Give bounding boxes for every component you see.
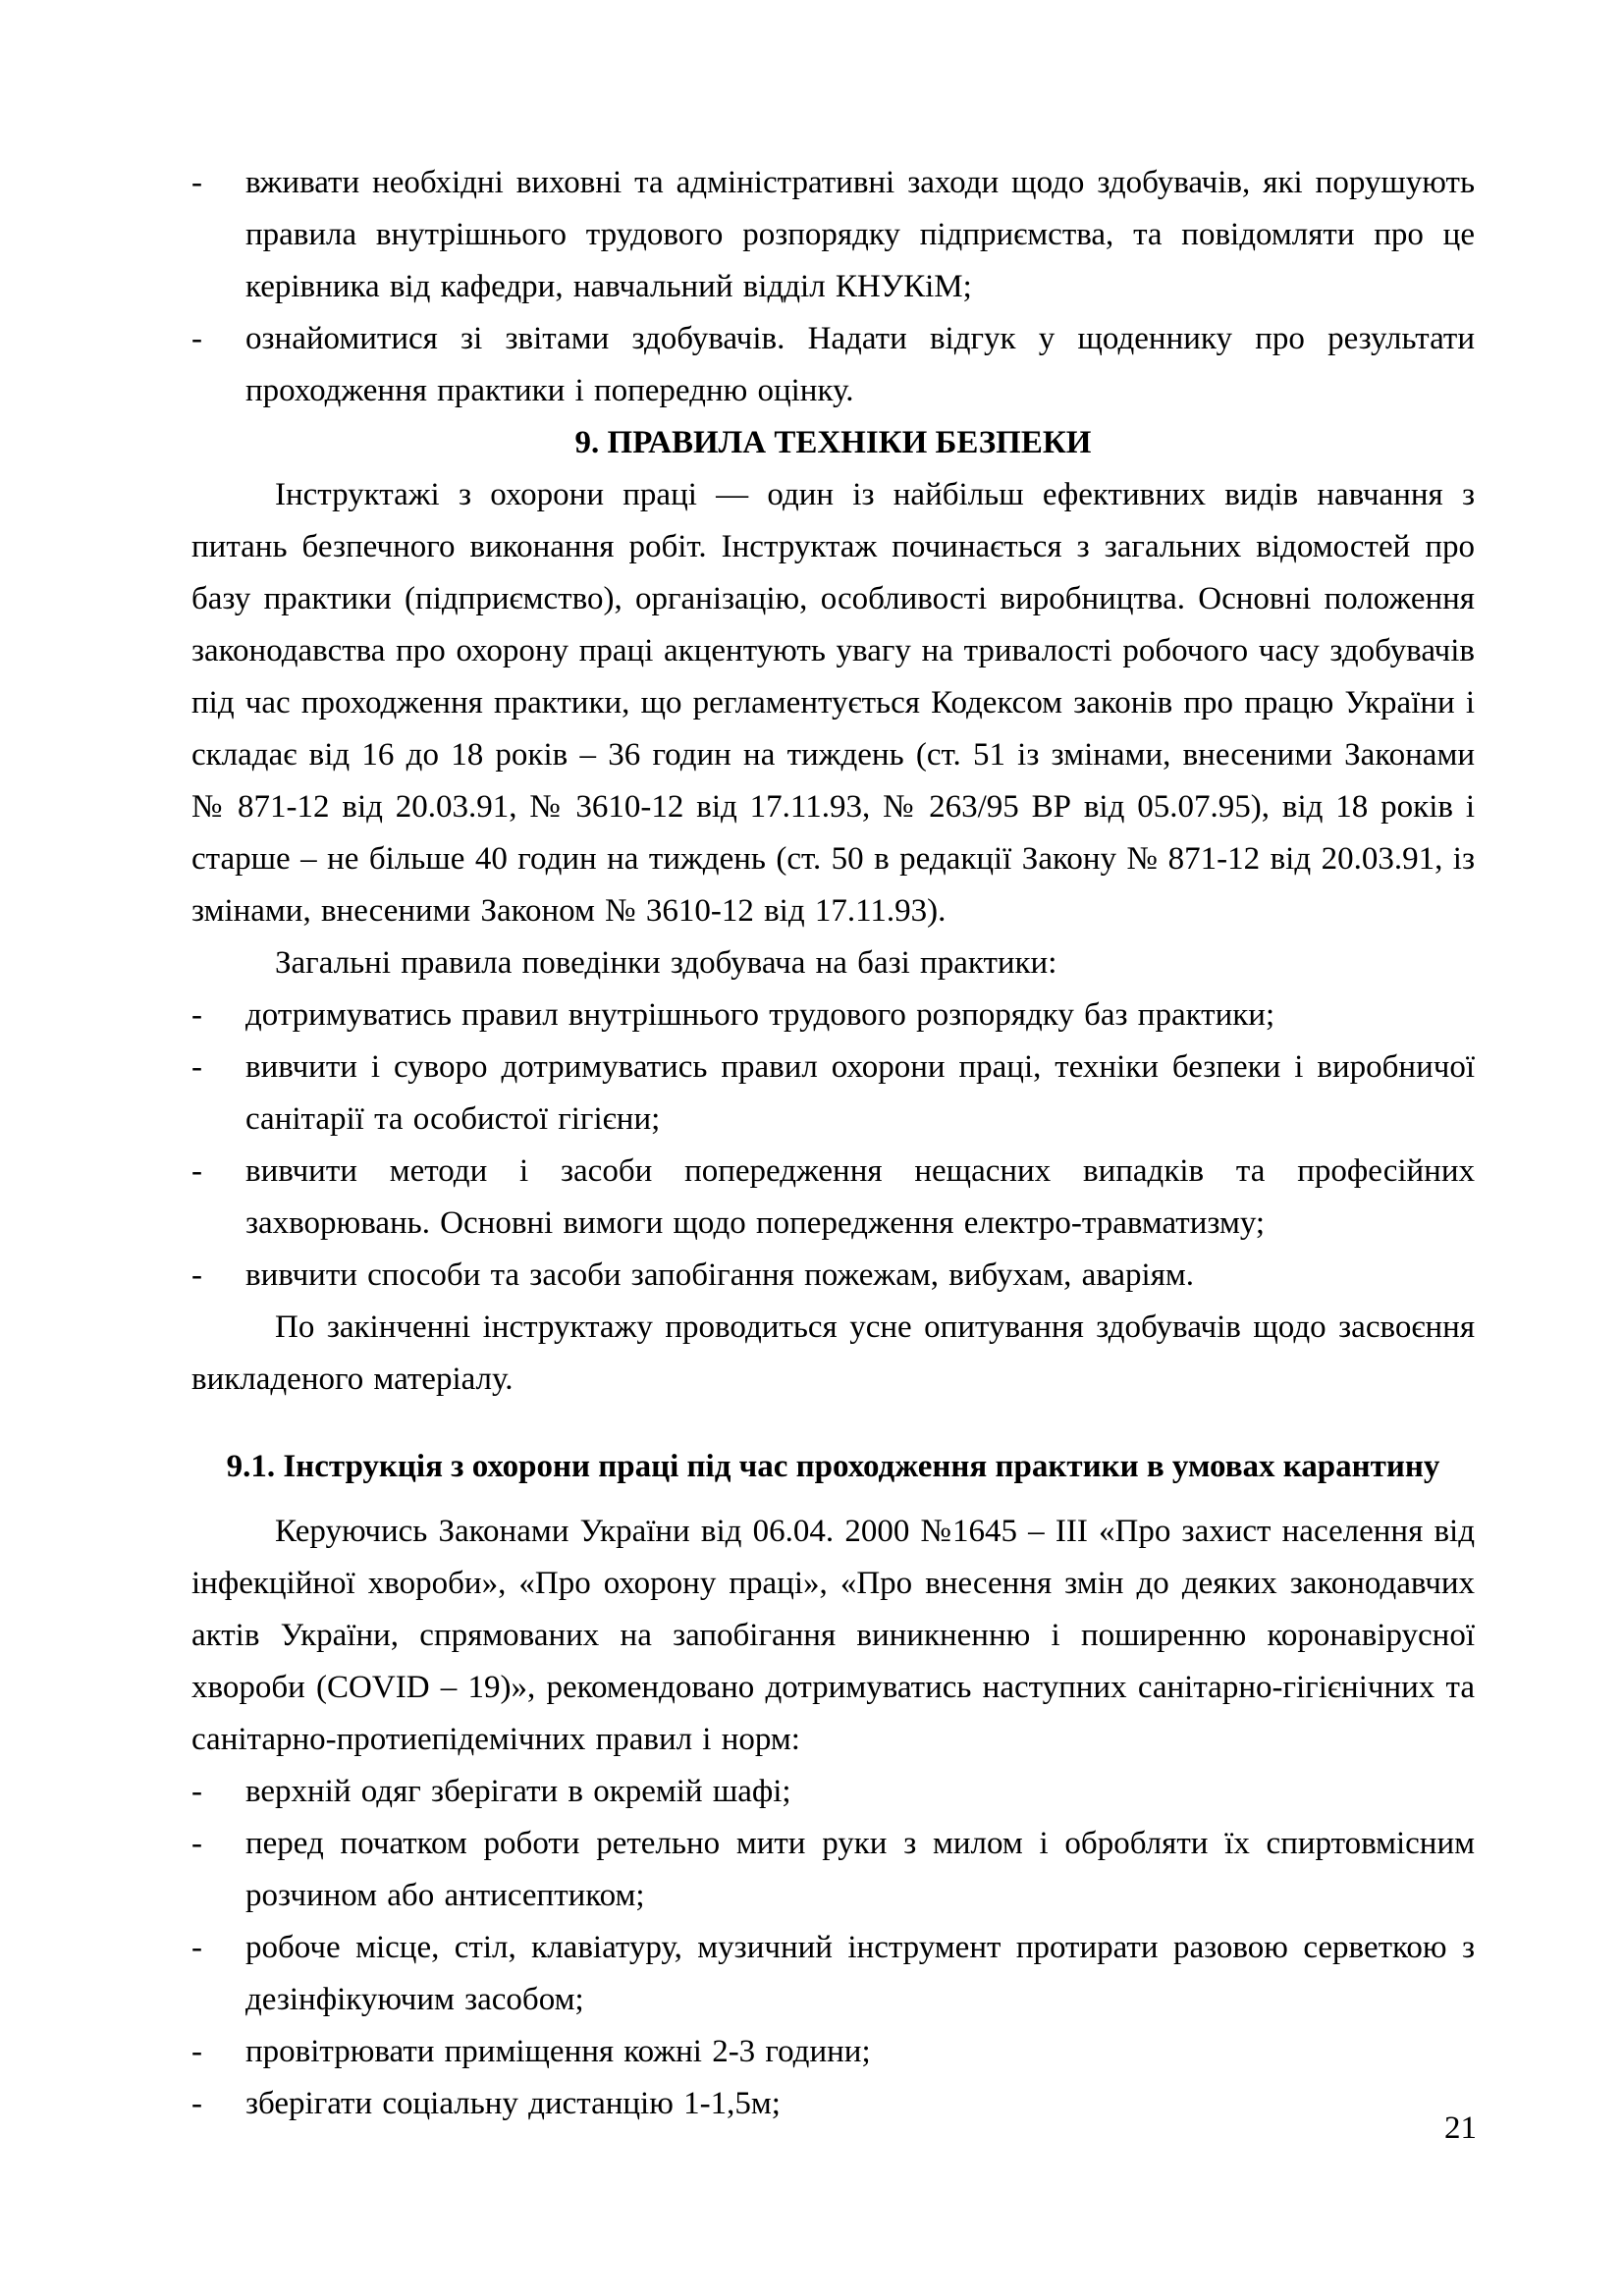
- section-9-conclusion-paragraph: По закінченні інструктажу проводиться усне опитування здобувачів щодо засвоєння викладеного матеріалу.: [191, 1309, 1475, 1397]
- section-9-rules-intro: Загальні правила поведінки здобувача на базі практики:: [275, 945, 1057, 981]
- list-bullet: -: [191, 1930, 202, 1965]
- list-item: [191, 1146, 1475, 1250]
- list-item: [191, 313, 1475, 417]
- list-bullet: -: [191, 2086, 202, 2121]
- supervisor-duties-list: [191, 157, 1475, 417]
- list-item: [191, 1922, 1475, 2026]
- list-item: [191, 157, 1475, 313]
- section-9-intro-paragraph: Інструктажі з охорони праці — один із найбільш ефективних видів навчання з питань безпечного виконання робіт. Інструктаж починається з загальних відомостей про базу практики (підприємство), організацію, особливості виробництва. Основні положення законодавства про охорону праці акцентують увагу на тривалості робочого часу здобувачів під час проходження практики, що регламентується Кодексом законів про працю України і складає від 16 до 18 років – 36 годин на тиждень (ст. 51 із змінами, внесеними Законами № 871-12 від 20.03.91, № 3610-12 від 17.11.93, № 263/95 ВР від 05.07.95), від 18 років і старше – не більше 40 годин на тиждень (ст. 50 в редакції Закону № 871-12 від 20.03.91, із змінами, внесеними Законом № 3610-12 від 17.11.93).: [191, 477, 1475, 929]
- list-bullet: -: [191, 321, 202, 356]
- list-item: [191, 2026, 1475, 2078]
- list-item-text: верхній одяг зберігати в окремій шафі;: [245, 1774, 791, 1809]
- list-item-text: дотримуватись правил внутрішнього трудового розпорядку баз практики;: [245, 997, 1275, 1033]
- page-number: 21: [1444, 2110, 1477, 2146]
- list-item: [191, 2078, 1475, 2130]
- list-item: [191, 1818, 1475, 1922]
- list-bullet: -: [191, 1826, 202, 1861]
- list-bullet: -: [191, 997, 202, 1033]
- list-item-text: вивчити способи та засоби запобігання пожежам, вибухам, аваріям.: [245, 1257, 1195, 1293]
- list-item-text: вивчити методи і засоби попередження нещасних випадків та професійних захворювань. Основні вимоги щодо попередження електро-травматизму;: [245, 1153, 1475, 1241]
- list-item: [191, 1766, 1475, 1818]
- list-item-text: робоче місце, стіл, клавіатуру, музичний інструмент протирати разовою серветкою з дезінфікуючим засобом;: [245, 1930, 1475, 2017]
- list-item-text: вживати необхідні виховні та адміністративні заходи щодо здобувачів, які порушують правила внутрішнього трудового розпорядку підприємства, та повідомляти про це керівника від кафедри, навчальний відділ КНУКіМ;: [245, 165, 1475, 304]
- conduct-rules-list: [191, 989, 1475, 1302]
- list-bullet: -: [191, 165, 202, 200]
- list-item-text: вивчити і суворо дотримуватись правил охорони праці, техніки безпеки і виробничої санітарії та особистої гігієни;: [245, 1049, 1475, 1137]
- section-9-1-intro-paragraph: Керуючись Законами України від 06.04. 2000 №1645 – ІІІ «Про захист населення від інфекційної хвороби», «Про охорону праці», «Про внесення змін до деяких законодавчих актів України, спрямованих на запобігання виникненню і поширенню коронавірусної хвороби (COVID – 19)», рекомендовано дотримуватись наступних санітарно-гігієнічних та санітарно-протиепідемічних правил і норм:: [191, 1514, 1475, 1757]
- list-item-text: перед початком роботи ретельно мити руки з милом і обробляти їх спиртовмісним розчином або антисептиком;: [245, 1826, 1475, 1913]
- quarantine-rules-list: [191, 1766, 1475, 2130]
- list-bullet: -: [191, 1049, 202, 1085]
- section-9-heading: 9. ПРАВИЛА ТЕХНІКИ БЕЗПЕКИ: [574, 425, 1092, 460]
- section-9-1-heading: 9.1. Інструкція з охорони праці під час проходження практики в умовах карантину: [226, 1449, 1440, 1484]
- list-bullet: -: [191, 1153, 202, 1189]
- list-bullet: -: [191, 1257, 202, 1293]
- list-item: [191, 1250, 1475, 1302]
- list-item: [191, 989, 1475, 1041]
- list-item-text: зберігати соціальну дистанцію 1-1,5м;: [245, 2086, 781, 2121]
- list-item: [191, 1041, 1475, 1146]
- list-bullet: -: [191, 2034, 202, 2069]
- list-item-text: провітрювати приміщення кожні 2-3 години;: [245, 2034, 871, 2069]
- list-bullet: -: [191, 1774, 202, 1809]
- list-item-text: ознайомитися зі звітами здобувачів. Надати відгук у щоденнику про результати проходження практики і попередню оцінку.: [245, 321, 1475, 408]
